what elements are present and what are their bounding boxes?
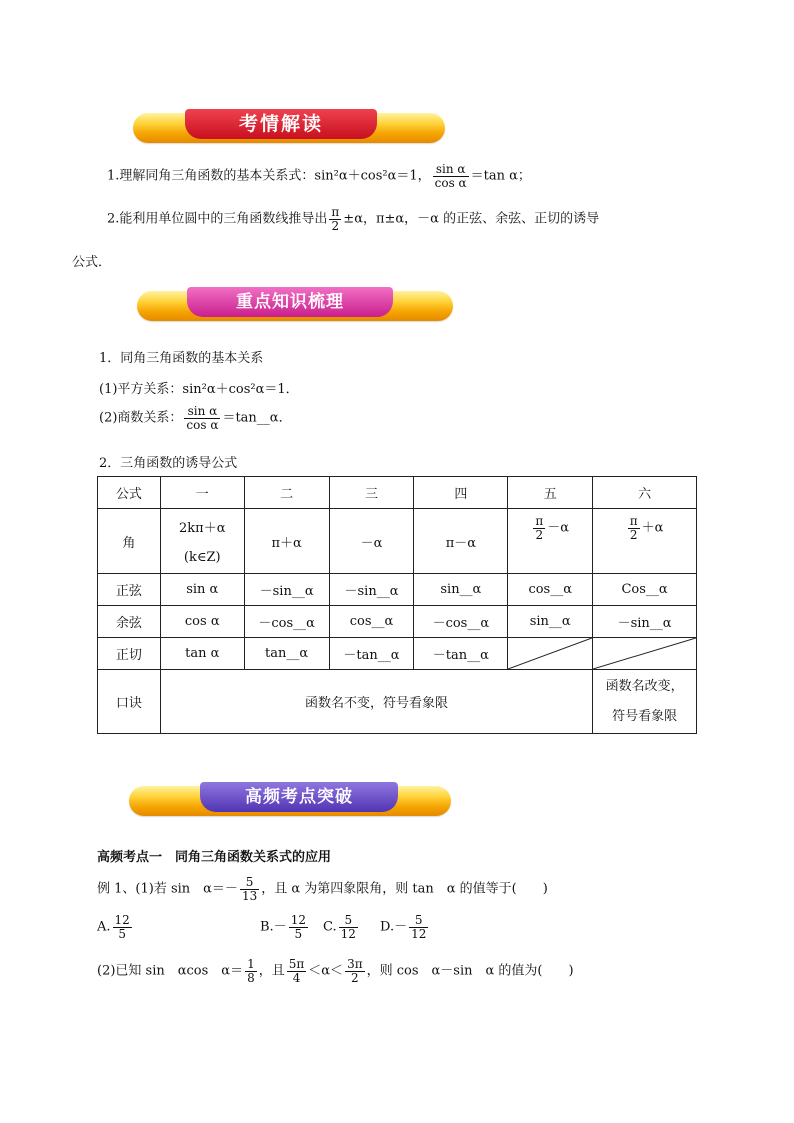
table-row-cosine <box>98 606 697 638</box>
header-cell: 五 <box>508 477 593 509</box>
fraction: $\frac{5}{12}$ <box>411 913 427 941</box>
fraction: $\frac{\pi}{2}$ <box>331 205 340 233</box>
table-cell: cos__α <box>508 574 593 606</box>
banner-title: 重点知识梳理 <box>187 287 393 317</box>
table-cell-empty-diagonal <box>508 638 593 670</box>
table-cell: －tan__α <box>414 638 508 670</box>
fraction: $\frac{5}{12}$ <box>340 913 356 941</box>
header-cell: 三 <box>329 477 414 509</box>
mnemonic-cell: 函数名不变，符号看象限 <box>160 670 592 734</box>
table-cell: tan__α <box>244 638 329 670</box>
table-cell-empty-diagonal <box>593 638 697 670</box>
table-cell: sin α <box>160 574 244 606</box>
option-b: B.－ $\frac{12}{5}$ <box>260 913 306 941</box>
diagonal-line <box>508 638 592 669</box>
table-cell: tan α <box>160 638 244 670</box>
example-1-part-2: (2)已知 sin αcos α＝ $\frac{1}{8}$ ，且 $\frac{5\pi}{4}$ ＜α＜ $\frac{3\pi}{2}$ ，则 cos α－sin α 的值为( ) <box>97 957 574 985</box>
row-label: 角 <box>98 509 161 574</box>
header-cell: 公式 <box>98 477 161 509</box>
option-a: A. $\frac{12}{5}$ <box>97 913 130 941</box>
row-label: 正弦 <box>98 574 161 606</box>
banner-title: 高频考点突破 <box>200 782 398 812</box>
row-label: 口诀 <box>98 670 161 734</box>
header-cell: 六 <box>593 477 697 509</box>
table-cell: cos__α <box>329 606 414 638</box>
table-cell: π－α <box>414 509 508 574</box>
header-cell: 四 <box>414 477 508 509</box>
row-label: 余弦 <box>98 606 161 638</box>
table-cell: －cos__α <box>244 606 329 638</box>
table-cell: －sin__α <box>593 606 697 638</box>
fraction: $\frac{12}{5}$ <box>290 913 306 941</box>
fraction: $\frac{3\pi}{2}$ <box>347 957 363 985</box>
table-cell: －sin__α <box>329 574 414 606</box>
quotient-relation: (2)商数关系： $\frac{\text{sin α}}{\text{cos α}}$ ＝tan__α． <box>99 404 292 432</box>
square-relation: (1)平方关系：sin²α＋cos²α＝1． <box>99 382 299 397</box>
table-cell: －cos__α <box>414 606 508 638</box>
table-cell: －α <box>329 509 414 574</box>
intro-line-3: 公式． <box>72 255 112 270</box>
fraction: $\frac{\text{sin α}}{\text{cos α}}$ <box>434 162 467 190</box>
table-cell: $\frac{\pi}{2}$ －α <box>508 509 593 574</box>
table-row-sine <box>98 574 697 606</box>
table-cell: 2kπ＋α (k∈Z) <box>160 509 244 574</box>
induction-formula-table <box>97 476 697 734</box>
fraction: $\frac{5\pi}{4}$ <box>288 957 305 985</box>
table-cell: －sin__α <box>244 574 329 606</box>
banner-key-knowledge <box>137 287 453 317</box>
diagonal-line <box>593 638 696 669</box>
table-cell: π＋α <box>244 509 329 574</box>
table-cell: sin__α <box>414 574 508 606</box>
banner-title: 考情解读 <box>185 109 377 139</box>
mnemonic-cell: 函数名改变， 符号看象限 <box>593 670 697 734</box>
knowledge-heading-1: 1．同角三角函数的基本关系 <box>99 351 264 366</box>
table-cell: Cos__α <box>593 574 697 606</box>
intro-line-2: 2.能利用单位圆中的三角函数线推导出 $\frac{\pi}{2}$ ±α，π±α，－α 的正弦、余弦、正切的诱导 <box>107 205 600 233</box>
intro-line-1: 1.理解同角三角函数的基本关系式：sin²α＋cos²α＝1， $\frac{\text{sin α}}{\text{cos α}}$ ＝tan α； <box>107 162 531 190</box>
table-cell: sin__α <box>508 606 593 638</box>
table-header-row <box>98 477 697 509</box>
table-row-tangent <box>98 638 697 670</box>
fraction: $\frac{\pi}{2}$ <box>535 514 544 542</box>
example-1-part-1: 例 1、(1)若 sin α＝－ $\frac{5}{13}$ ，且 α 为第四象限角，则 tan α 的值等于( ) <box>97 875 548 903</box>
table-cell: $\frac{\pi}{2}$ ＋α <box>593 509 697 574</box>
banner-exam-analysis <box>133 109 445 139</box>
fraction: $\frac{\text{sin α}}{\text{cos α}}$ <box>186 404 219 432</box>
header-cell: 一 <box>160 477 244 509</box>
table-cell: cos α <box>160 606 244 638</box>
banner-high-frequency <box>129 782 451 812</box>
table-cell: －tan__α <box>329 638 414 670</box>
fraction: $\frac{5}{13}$ <box>241 875 258 903</box>
knowledge-heading-2: 2．三角函数的诱导公式 <box>99 456 238 471</box>
topic-title: 高频考点一 同角三角函数关系式的应用 <box>97 850 332 865</box>
option-c: C. $\frac{5}{12}$ <box>323 913 356 941</box>
row-label: 正切 <box>98 638 161 670</box>
fraction: $\frac{\pi}{2}$ <box>629 514 638 542</box>
fraction: $\frac{1}{8}$ <box>247 957 255 985</box>
option-d: D.－ $\frac{5}{12}$ <box>380 913 427 941</box>
table-row-mnemonic <box>98 670 697 734</box>
header-cell: 二 <box>244 477 329 509</box>
fraction: $\frac{12}{5}$ <box>114 913 130 941</box>
table-row-angle <box>98 509 697 574</box>
